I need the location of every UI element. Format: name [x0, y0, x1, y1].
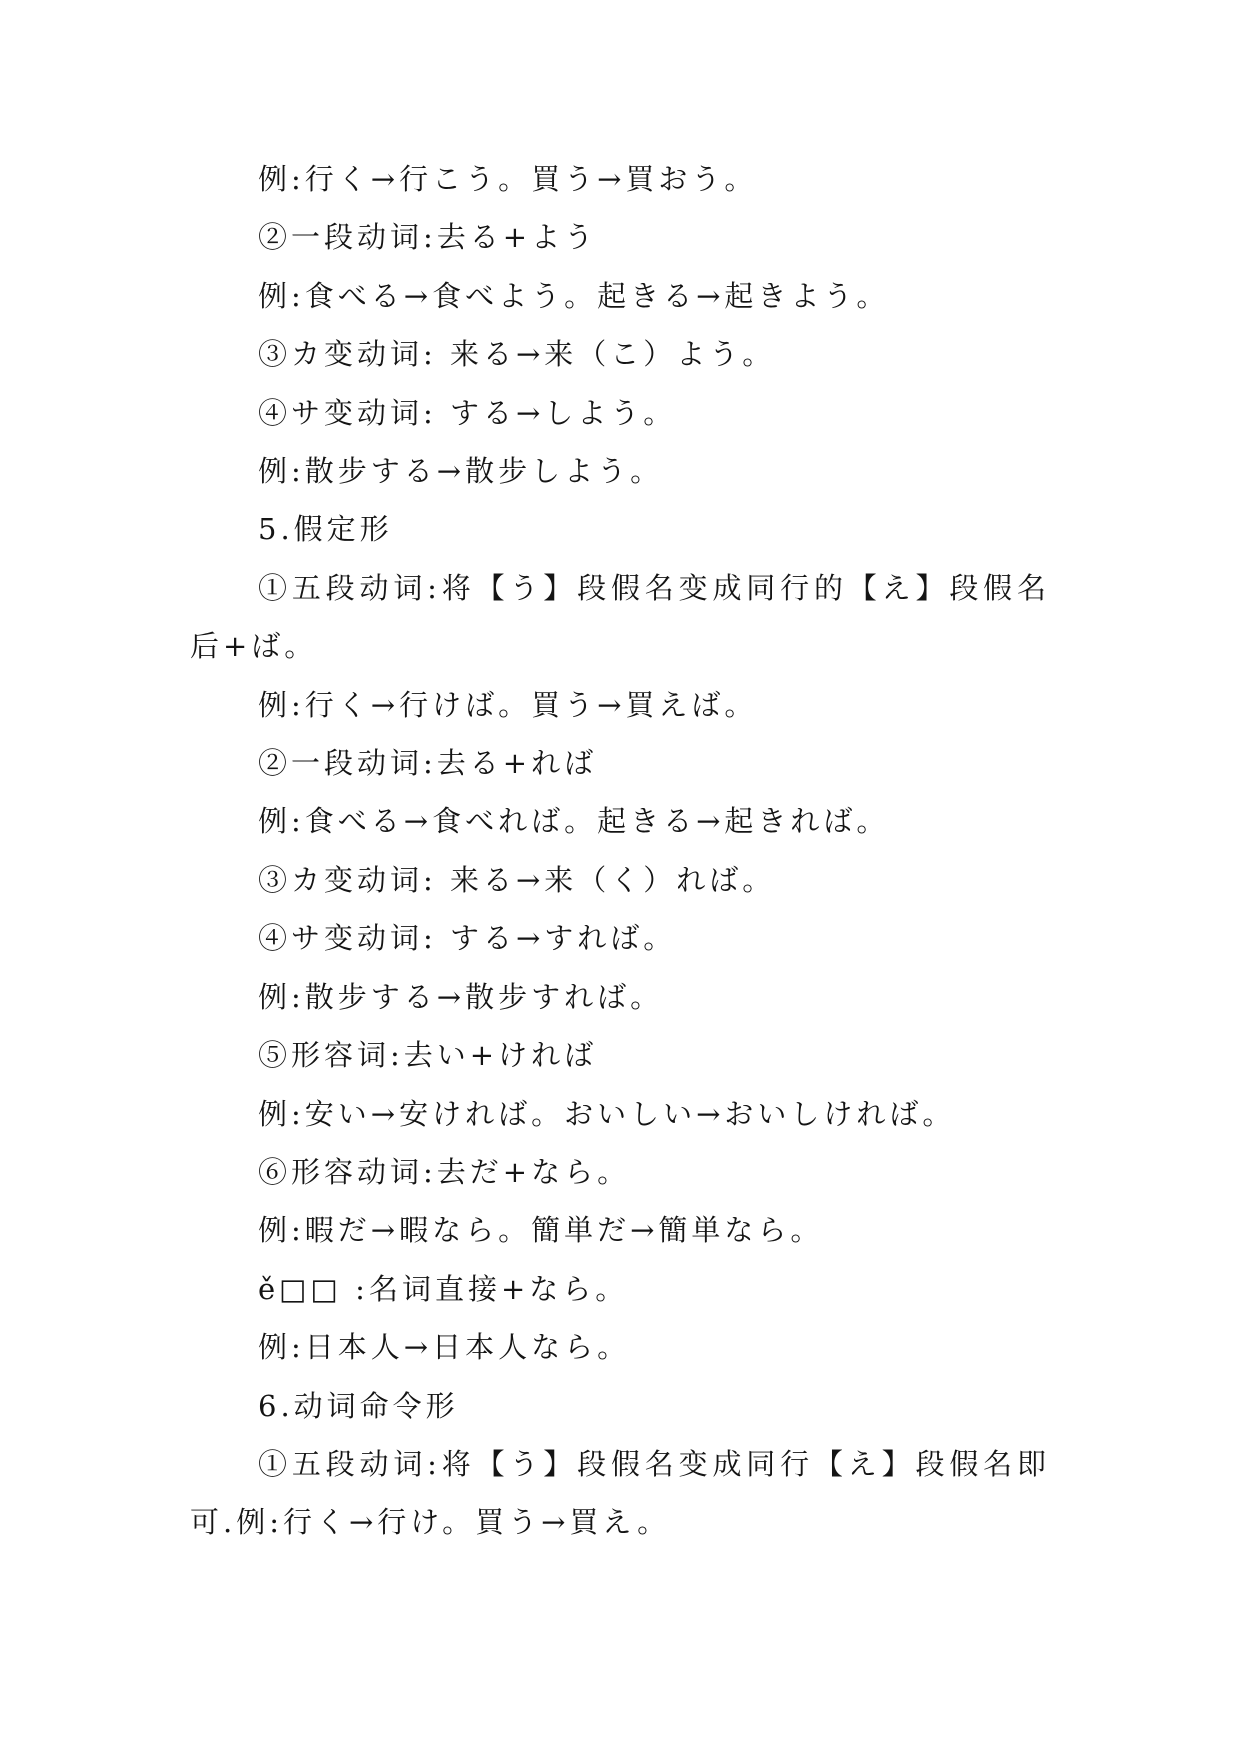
- paragraph: ③カ变动词: 来る→来（く）れば。: [258, 862, 776, 897]
- paragraph: 例:暇だ→暇なら。簡単だ→簡単なら。: [258, 1213, 824, 1248]
- paragraph: 例:行く→行けば。買う→買えば。: [258, 687, 758, 722]
- paragraph: 例:散步する→散步しよう。: [258, 454, 664, 489]
- paragraph: 例:安い→安ければ。おいしい→おいしければ。: [258, 1096, 956, 1131]
- section-heading: 6.动词命令形: [258, 1388, 459, 1423]
- paragraph: 例:食べる→食べれば。起きる→起きれば。: [258, 804, 890, 839]
- paragraph: ě□□ :名词直接+なら。: [258, 1271, 629, 1306]
- paragraph: 例:散步する→散步すれば。: [258, 979, 664, 1014]
- paragraph: ①五段动词:将【う】段假名变成同行的【え】段假名后+ば。: [190, 570, 1050, 664]
- paragraph: 例:行く→行こう。買う→買おう。: [258, 162, 758, 196]
- paragraph: ④サ变动词: する→すれば。: [258, 921, 677, 956]
- paragraph: ③カ变动词: 来る→来（こ）よう。: [258, 337, 776, 372]
- paragraph: ⑥形容动词:去だ+なら。: [258, 1154, 631, 1189]
- paragraph: ②一段动词:去る+れば: [258, 746, 598, 781]
- paragraph: ④サ变动词: する→しよう。: [258, 395, 677, 430]
- paragraph: 例:食べる→食べよう。起きる→起きよう。: [258, 278, 890, 313]
- document-body: [190, 150, 1050, 1552]
- section-heading: 5.假定形: [258, 512, 393, 547]
- paragraph: ②一段动词:去る+よう: [258, 220, 598, 255]
- paragraph: ⑤形容词:去い+ければ: [258, 1038, 598, 1073]
- paragraph: 例:日本人→日本人なら。: [258, 1330, 631, 1365]
- paragraph: ①五段动词:将【う】段假名变成同行【え】段假名即可.例:行く→行け。買う→買え。: [190, 1446, 1050, 1540]
